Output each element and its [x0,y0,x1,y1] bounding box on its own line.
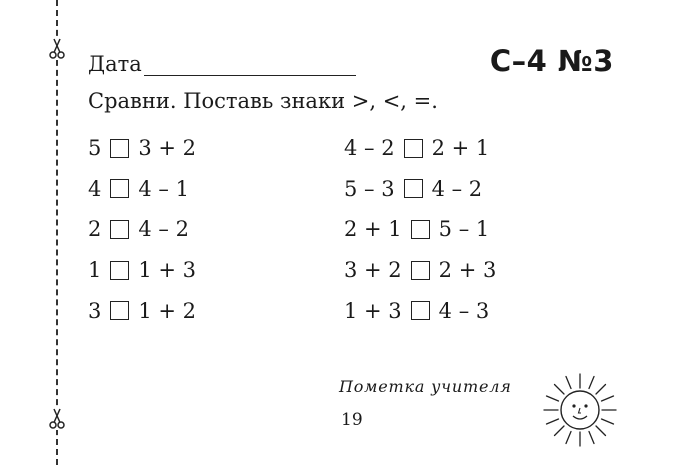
comparison-row [344,209,496,250]
right-expression: 4 – 2 [138,217,189,242]
left-expression: 3 [88,298,102,323]
scissors-icon [49,408,65,430]
scissors-icon [49,38,65,60]
cut-line [56,0,58,465]
left-expression: 1 + 3 [344,298,402,323]
comparison-row [88,209,196,250]
right-expression: 4 – 3 [438,298,490,323]
answer-box[interactable] [110,301,129,320]
comparison-row [344,290,496,331]
right-expression: 4 – 2 [431,176,483,201]
comparison-row [344,169,496,210]
right-expression: 2 + 1 [431,136,490,161]
teacher-note-label: Пометка учителя [339,377,512,396]
comparison-row [88,128,196,169]
right-expression: 5 – 1 [438,217,490,242]
right-expression: 3 + 2 [138,136,197,161]
answer-box[interactable] [404,139,423,158]
date-label: Дата [88,52,142,76]
comparison-row [344,128,496,169]
right-comparison-column [344,128,496,331]
date-blank-line[interactable] [144,55,356,76]
answer-box[interactable] [110,220,129,239]
answer-box[interactable] [404,179,423,198]
answer-box[interactable] [110,179,129,198]
answer-box[interactable] [110,261,129,280]
right-expression: 4 – 1 [138,176,189,201]
answer-box[interactable] [110,139,129,158]
answer-box[interactable] [411,301,430,320]
sun-icon [542,372,618,448]
left-expression: 1 [88,258,102,283]
right-expression: 1 + 3 [138,258,197,283]
comparison-row [88,250,196,291]
comparison-row [88,169,196,210]
date-field [88,52,356,76]
comparison-row [344,250,496,291]
left-expression: 5 [88,136,102,161]
left-expression: 2 + 1 [344,217,402,242]
right-expression: 1 + 2 [138,298,197,323]
left-expression: 3 + 2 [344,258,402,283]
page-number: 19 [341,410,363,430]
left-comparison-column [88,128,196,331]
task-instruction: Сравни. Поставь знаки >, <, =. [88,89,438,113]
worksheet-code: С–4 №3 [489,44,614,78]
comparison-row [88,290,196,331]
answer-box[interactable] [411,261,430,280]
left-expression: 4 [88,176,102,201]
right-expression: 2 + 3 [438,258,497,283]
left-expression: 2 [88,217,102,242]
left-expression: 5 – 3 [344,176,395,201]
answer-box[interactable] [411,220,430,239]
left-expression: 4 – 2 [344,136,395,161]
